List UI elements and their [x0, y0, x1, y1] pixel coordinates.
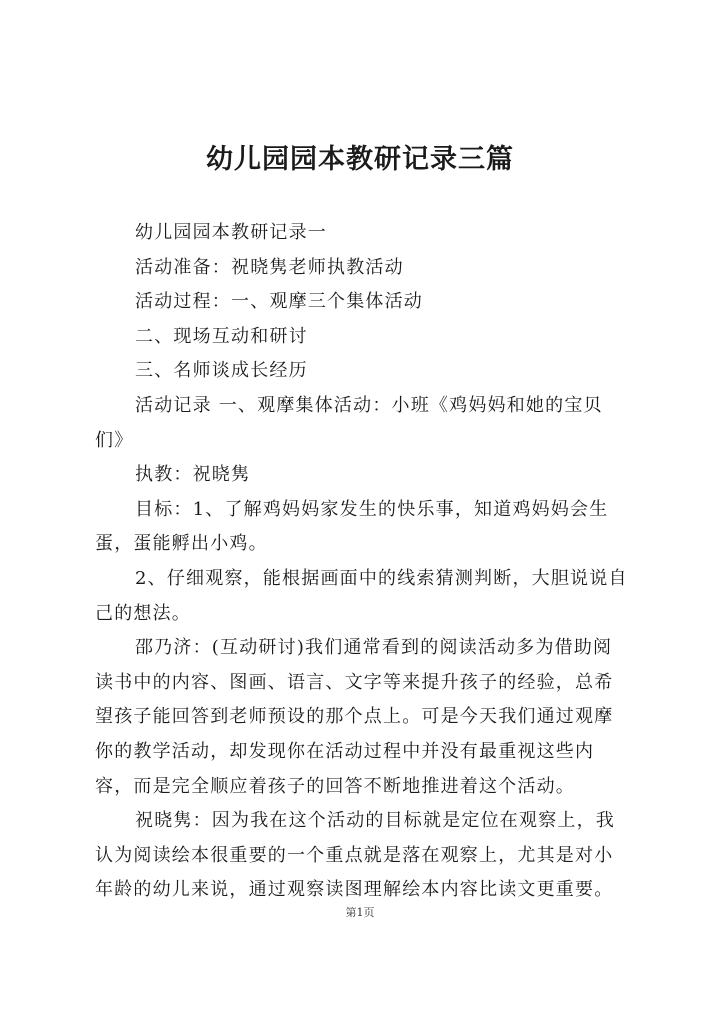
page-number: 第1页: [345, 906, 375, 919]
document-title: 幼儿园园本教研记录三篇: [206, 144, 514, 175]
paragraph: 祝晓隽：因为我在这个活动的目标就是定位在观察上，我认为阅读绘本很重要的一个重点就是落在观察上，尤其是对小年龄的幼儿来说，通过观察读图理解绘本内容比读文更重要。: [95, 810, 615, 901]
paragraph: 活动过程：一、观摩三个集体活动: [135, 291, 423, 313]
document-body: [95, 216, 630, 908]
paragraph: 三、名师谈成长经历: [135, 360, 308, 382]
paragraph: 活动准备：祝晓隽老师执教活动: [135, 256, 404, 278]
paragraph: 2、仔细观察，能根据画面中的线索猜测判断，大胆说说自己的想法。: [95, 567, 628, 624]
paragraph: 活动记录 一、观摩集体活动：小班《鸡妈妈和她的宝贝们》: [95, 394, 603, 451]
paragraph: 目标：1、了解鸡妈妈家发生的快乐事，知道鸡妈妈会生蛋，蛋能孵出小鸡。: [95, 498, 609, 555]
paragraph: 幼儿园园本教研记录一: [135, 222, 327, 243]
paragraph: 邵乃济：(互动研讨)我们通常看到的阅读活动多为借助阅读书中的内容、图画、语言、文字等来提升孩子的经验，总希望孩子能回答到老师预设的那个点上。可是今天我们通过观摩你的教学活动，却发现你在活动过程中并没有最重视这些内容，而是完全顺应着孩子的回答不断地推进着这个活动。: [95, 637, 614, 797]
paragraph: 二、现场互动和研讨: [135, 325, 308, 347]
paragraph: 执教：祝晓隽: [135, 464, 251, 486]
